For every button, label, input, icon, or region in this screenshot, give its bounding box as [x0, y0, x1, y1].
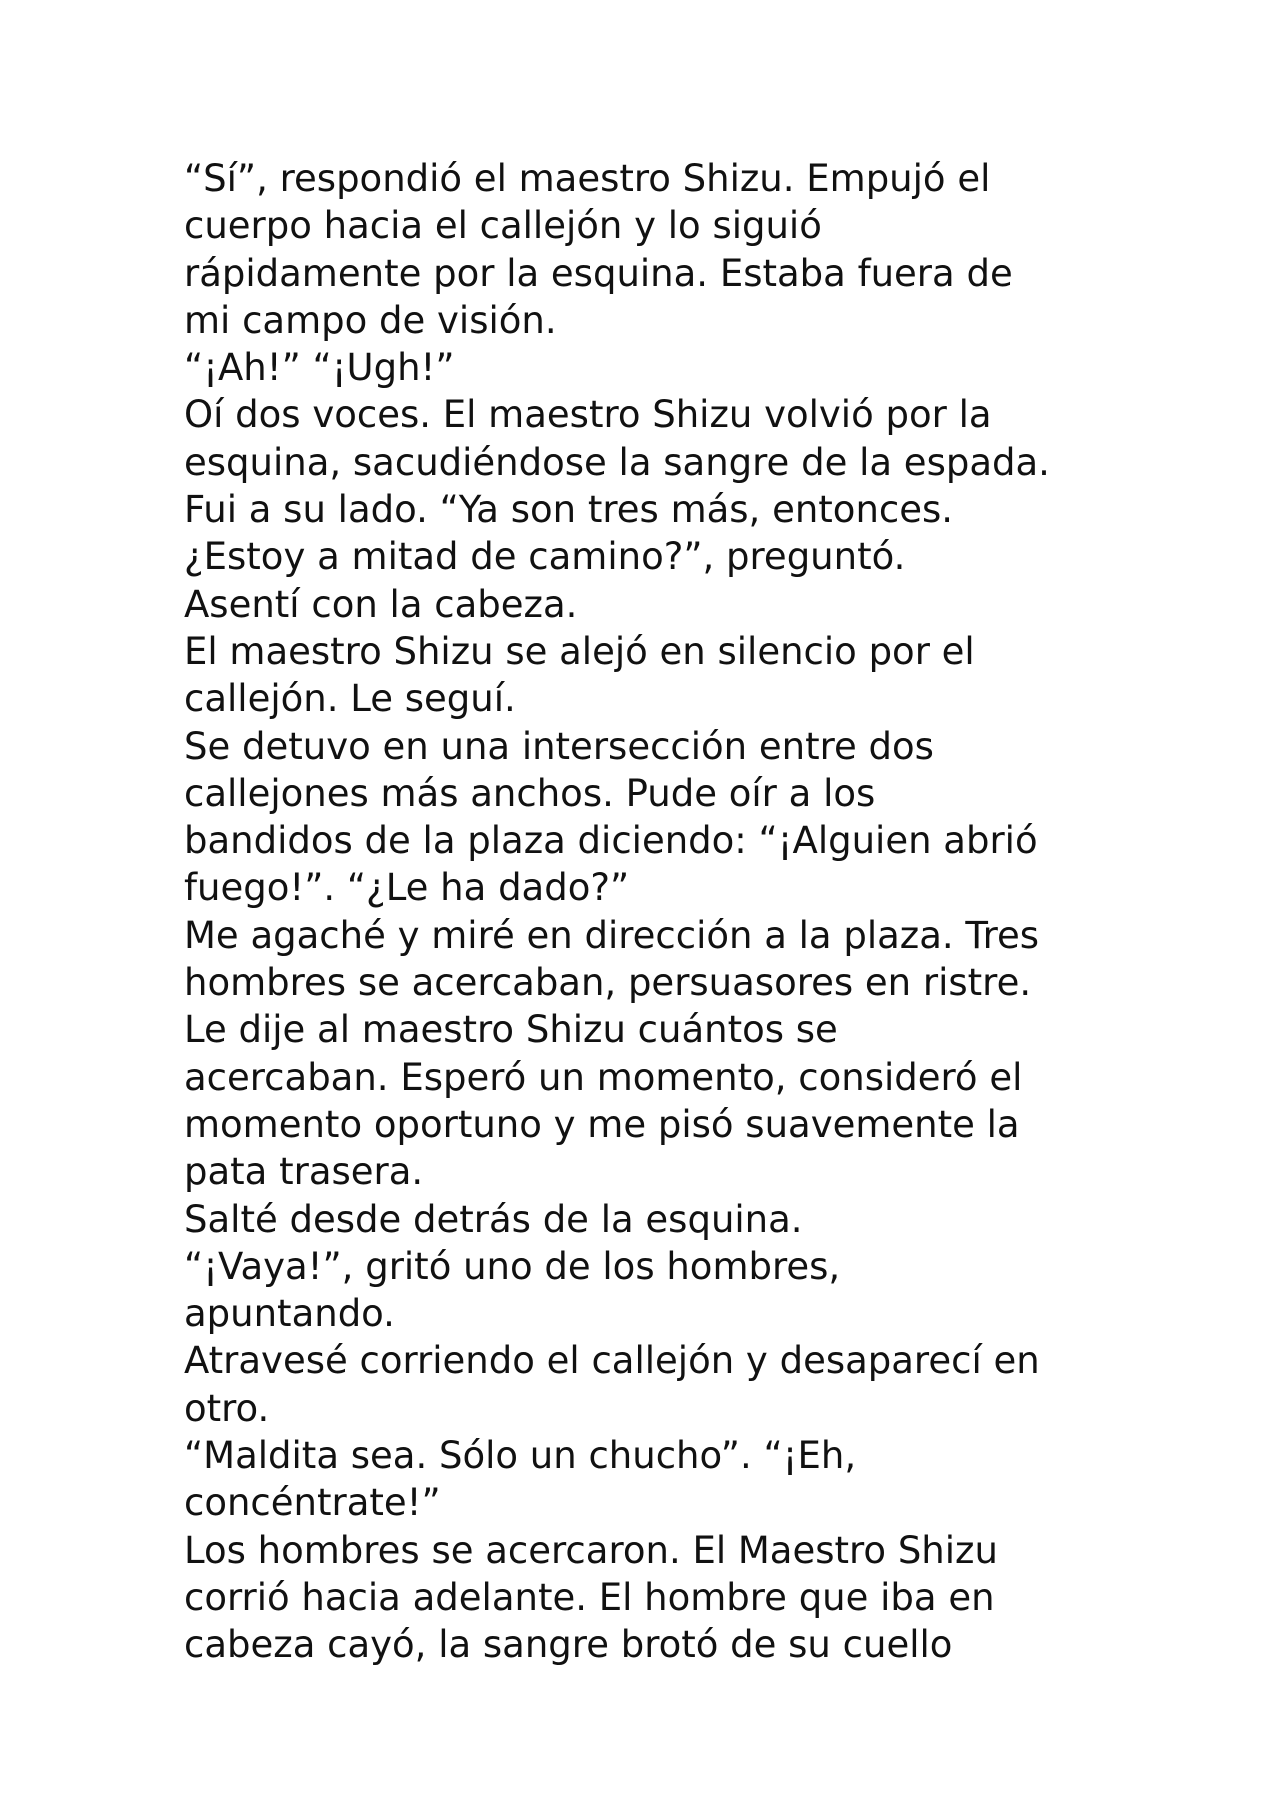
- text-line: cuerpo hacia el callejón y lo siguió: [184, 204, 822, 248]
- text-line: pata trasera.: [184, 1150, 424, 1194]
- text-line: hombres se acercaban, persuasores en ristre.: [184, 961, 1032, 1005]
- text-line: Asentí con la cabeza.: [184, 582, 578, 626]
- text-line: Salté desde detrás de la esquina.: [184, 1197, 803, 1241]
- text-line: Oí dos voces. El maestro Shizu volvió por la: [184, 393, 992, 437]
- text-line: momento oportuno y me pisó suavemente la: [184, 1102, 1020, 1146]
- text-line: Le dije al maestro Shizu cuántos se: [184, 1008, 838, 1052]
- text-line: bandidos de la plaza diciendo: “¡Alguien abrió: [184, 819, 1038, 863]
- text-line: corrió hacia adelante. El hombre que iba en: [184, 1575, 995, 1619]
- text-line: “¡Ah!” “¡Ugh!”: [184, 346, 455, 390]
- text-line: Atravesé corriendo el callejón y desaparecí en: [184, 1339, 1040, 1383]
- text-line: callejón. Le seguí.: [184, 677, 516, 721]
- text-line: concéntrate!”: [184, 1481, 441, 1525]
- text-line: fuego!”. “¿Le ha dado?”: [184, 866, 630, 910]
- text-line: acercaban. Esperó un momento, consideró el: [184, 1055, 1023, 1099]
- text-line: Me agaché y miré en dirección a la plaza. Tres: [184, 913, 1040, 957]
- text-line: Los hombres se acercaron. El Maestro Shizu: [184, 1528, 998, 1572]
- text-line: mi campo de visión.: [184, 298, 557, 342]
- text-line: Se detuvo en una intersección entre dos: [184, 724, 934, 768]
- body-text: [184, 155, 1164, 1669]
- text-line: “Sí”, respondió el maestro Shizu. Empujó el: [184, 157, 991, 200]
- text-line: ¿Estoy a mitad de camino?”, preguntó.: [184, 535, 906, 579]
- text-line: “¡Vaya!”, gritó uno de los hombres,: [184, 1244, 841, 1288]
- text-line: El maestro Shizu se alejó en silencio por el: [184, 629, 975, 673]
- text-line: callejones más anchos. Pude oír a los: [184, 771, 876, 815]
- text-line: esquina, sacudiéndose la sangre de la espada.: [184, 440, 1050, 484]
- text-line: apuntando.: [184, 1292, 395, 1336]
- text-line: rápidamente por la esquina. Estaba fuera de: [184, 251, 1013, 295]
- text-line: otro.: [184, 1386, 270, 1430]
- text-line: cabeza cayó, la sangre brotó de su cuello: [184, 1623, 953, 1667]
- text-line: Fui a su lado. “Ya son tres más, entonces.: [184, 488, 954, 532]
- text-line: “Maldita sea. Sólo un chucho”. “¡Eh,: [184, 1434, 857, 1478]
